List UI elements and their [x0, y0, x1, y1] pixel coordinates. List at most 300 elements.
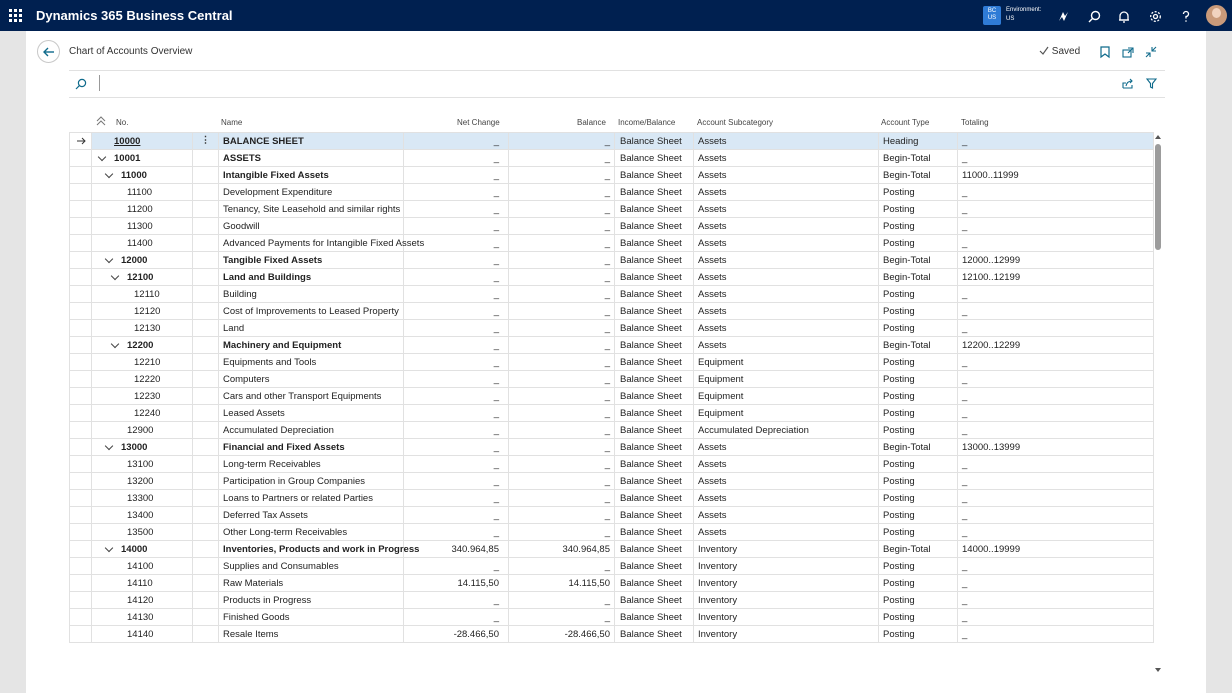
account-number-cell[interactable] — [92, 235, 193, 252]
account-number-cell[interactable] — [92, 592, 193, 609]
account-number[interactable]: 10001 — [114, 153, 141, 164]
income-balance-value: Balance Sheet — [615, 507, 694, 524]
table-row[interactable] — [70, 388, 1154, 405]
net-change-value[interactable]: _ — [404, 184, 509, 201]
balance-value[interactable]: _ — [509, 133, 615, 150]
environment-badge[interactable]: BC US — [983, 6, 1001, 25]
balance-value[interactable]: _ — [509, 490, 615, 507]
account-name[interactable]: Participation in Group Companies — [219, 473, 404, 490]
net-change-value[interactable]: _ — [404, 167, 509, 184]
account-number[interactable]: 11300 — [127, 221, 153, 232]
account-number-cell[interactable] — [92, 626, 193, 643]
collapse-chevron-icon[interactable] — [112, 341, 118, 352]
table-row[interactable] — [70, 473, 1154, 490]
balance-value[interactable]: -28.466,50 — [509, 626, 615, 643]
collapse-chevron-icon[interactable] — [99, 154, 105, 165]
account-name[interactable]: ASSETS — [219, 150, 404, 167]
row-selector[interactable] — [70, 626, 92, 643]
account-name[interactable]: BALANCE SHEET — [219, 133, 404, 150]
totaling-value: _ — [958, 558, 1154, 575]
row-actions-cell[interactable] — [193, 558, 219, 575]
account-number[interactable]: 10000 — [114, 136, 141, 147]
table-row[interactable] — [70, 303, 1154, 320]
account-name[interactable]: Computers — [219, 371, 404, 388]
account-number[interactable]: 12100 — [127, 272, 154, 283]
row-selector[interactable] — [70, 337, 92, 354]
net-change-value[interactable]: _ — [404, 524, 509, 541]
row-actions-cell[interactable] — [193, 490, 219, 507]
net-change-value[interactable]: _ — [404, 354, 509, 371]
account-number-cell[interactable] — [92, 320, 193, 337]
table-row[interactable] — [70, 150, 1154, 167]
table-row[interactable] — [70, 286, 1154, 303]
row-actions-cell[interactable] — [193, 337, 219, 354]
table-row[interactable] — [70, 422, 1154, 439]
row-actions-cell[interactable] — [193, 507, 219, 524]
account-name[interactable]: Financial and Fixed Assets — [219, 439, 404, 456]
table-row[interactable] — [70, 592, 1154, 609]
row-selector[interactable] — [70, 133, 92, 150]
net-change-value[interactable]: _ — [404, 150, 509, 167]
row-selector[interactable] — [70, 388, 92, 405]
table-row[interactable] — [70, 575, 1154, 592]
balance-value[interactable]: _ — [509, 473, 615, 490]
net-change-value[interactable]: _ — [404, 456, 509, 473]
account-number-cell[interactable] — [92, 524, 193, 541]
account-number[interactable]: 13400 — [127, 510, 154, 521]
balance-value[interactable]: _ — [509, 371, 615, 388]
income-balance-value: Balance Sheet — [615, 252, 694, 269]
account-number-cell[interactable] — [92, 337, 193, 354]
row-selector[interactable] — [70, 405, 92, 422]
account-name[interactable]: Equipments and Tools — [219, 354, 404, 371]
collapse-chevron-icon[interactable] — [106, 545, 112, 556]
table-row[interactable] — [70, 269, 1154, 286]
account-name[interactable]: Long-term Receivables — [219, 456, 404, 473]
row-actions-cell[interactable] — [193, 541, 219, 558]
scrollbar-thumb[interactable] — [1155, 144, 1161, 250]
row-selector[interactable] — [70, 558, 92, 575]
table-row[interactable] — [70, 609, 1154, 626]
account-number-cell[interactable] — [92, 303, 193, 320]
balance-value[interactable]: _ — [509, 422, 615, 439]
net-change-value[interactable]: _ — [404, 371, 509, 388]
row-selector[interactable] — [70, 541, 92, 558]
account-number[interactable]: 13300 — [127, 493, 154, 504]
account-name[interactable]: Finished Goods — [219, 609, 404, 626]
income-balance-value: Balance Sheet — [615, 184, 694, 201]
table-row[interactable] — [70, 337, 1154, 354]
net-change-value[interactable]: _ — [404, 388, 509, 405]
totaling-value[interactable]: 13000..13999 — [958, 439, 1154, 456]
search-input[interactable] — [99, 75, 100, 91]
account-name[interactable]: Accumulated Depreciation — [219, 422, 404, 439]
net-change-value[interactable]: _ — [404, 558, 509, 575]
vertical-scrollbar[interactable] — [1153, 132, 1163, 678]
row-actions-cell[interactable] — [193, 252, 219, 269]
row-actions-cell[interactable] — [193, 422, 219, 439]
row-actions-cell[interactable] — [193, 150, 219, 167]
net-change-value[interactable]: 340.964,85 — [404, 541, 509, 558]
account-number-cell[interactable] — [92, 269, 193, 286]
table-row[interactable] — [70, 507, 1154, 524]
net-change-value[interactable]: _ — [404, 405, 509, 422]
copilot-icon[interactable] — [1053, 6, 1073, 26]
table-row[interactable] — [70, 405, 1154, 422]
row-actions-cell[interactable] — [193, 388, 219, 405]
row-selector[interactable] — [70, 422, 92, 439]
account-name[interactable]: Supplies and Consumables — [219, 558, 404, 575]
balance-value[interactable]: _ — [509, 184, 615, 201]
account-name[interactable]: Cost of Improvements to Leased Property — [219, 303, 404, 320]
net-change-value[interactable]: _ — [404, 235, 509, 252]
collapse-chevron-icon[interactable] — [112, 273, 118, 284]
save-status — [1039, 46, 1080, 57]
balance-value[interactable]: 340.964,85 — [509, 541, 615, 558]
account-number-cell[interactable] — [92, 354, 193, 371]
table-row[interactable] — [70, 235, 1154, 252]
account-type-value: Posting — [879, 235, 958, 252]
column-header-balance[interactable]: Balance — [577, 118, 606, 127]
balance-value[interactable]: _ — [509, 150, 615, 167]
account-subcategory-value: Inventory — [694, 592, 879, 609]
totaling-value[interactable]: 12200..12299 — [958, 337, 1154, 354]
row-selector[interactable] — [70, 252, 92, 269]
row-selector[interactable] — [70, 371, 92, 388]
balance-value[interactable]: _ — [509, 354, 615, 371]
row-actions-cell[interactable] — [193, 133, 219, 150]
net-change-value[interactable]: _ — [404, 490, 509, 507]
net-change-value[interactable]: _ — [404, 218, 509, 235]
row-selector[interactable] — [70, 354, 92, 371]
balance-value[interactable]: _ — [509, 337, 615, 354]
row-actions-cell[interactable] — [193, 201, 219, 218]
row-selector[interactable] — [70, 303, 92, 320]
row-selector[interactable] — [70, 456, 92, 473]
share-icon[interactable] — [1121, 76, 1135, 90]
account-number-cell[interactable] — [92, 184, 193, 201]
account-number[interactable]: 14120 — [127, 595, 154, 606]
totaling-value[interactable]: 12000..12999 — [958, 252, 1154, 269]
net-change-value[interactable]: _ — [404, 507, 509, 524]
net-change-value[interactable]: _ — [404, 133, 509, 150]
row-selector[interactable] — [70, 439, 92, 456]
net-change-value[interactable]: -28.466,50 — [404, 626, 509, 643]
balance-value[interactable]: _ — [509, 252, 615, 269]
account-number[interactable]: 12120 — [134, 306, 161, 317]
row-selector[interactable] — [70, 524, 92, 541]
scroll-up-icon[interactable] — [1154, 134, 1162, 140]
totaling-value[interactable]: 14000..19999 — [958, 541, 1154, 558]
account-number-cell[interactable] — [92, 133, 193, 150]
account-number-cell[interactable] — [92, 473, 193, 490]
account-number-cell[interactable] — [92, 150, 193, 167]
column-header-account-type[interactable]: Account Type — [881, 118, 930, 127]
account-type-value: Posting — [879, 456, 958, 473]
account-number-cell[interactable] — [92, 201, 193, 218]
account-number[interactable]: 14000 — [121, 544, 148, 555]
app-launcher-icon[interactable] — [9, 9, 22, 22]
row-actions-cell[interactable] — [193, 371, 219, 388]
account-name[interactable]: Leased Assets — [219, 405, 404, 422]
table-row[interactable] — [70, 167, 1154, 184]
account-number[interactable]: 12900 — [127, 425, 154, 436]
account-number[interactable]: 12210 — [134, 357, 161, 368]
bell-icon[interactable] — [1114, 6, 1134, 26]
account-name[interactable]: Advanced Payments for Intangible Fixed Assets — [219, 235, 404, 252]
account-number[interactable]: 14100 — [127, 561, 154, 572]
row-selector[interactable] — [70, 473, 92, 490]
table-row[interactable] — [70, 320, 1154, 337]
account-number-cell[interactable] — [92, 218, 193, 235]
net-change-value[interactable]: _ — [404, 592, 509, 609]
account-name[interactable]: Land — [219, 320, 404, 337]
row-selector[interactable] — [70, 507, 92, 524]
net-change-value[interactable]: _ — [404, 269, 509, 286]
account-number[interactable]: 11000 — [121, 170, 147, 181]
balance-value[interactable]: _ — [509, 388, 615, 405]
account-name[interactable]: Products in Progress — [219, 592, 404, 609]
row-actions-cell[interactable] — [193, 320, 219, 337]
account-number[interactable]: 13000 — [121, 442, 148, 453]
balance-value[interactable]: _ — [509, 269, 615, 286]
column-header-account-subcategory[interactable]: Account Subcategory — [697, 118, 774, 127]
account-name[interactable]: Cars and other Transport Equipments — [219, 388, 404, 405]
row-actions-cell[interactable] — [193, 456, 219, 473]
balance-value[interactable]: _ — [509, 592, 615, 609]
balance-value[interactable]: _ — [509, 439, 615, 456]
column-header-name[interactable]: Name — [221, 118, 243, 127]
account-number[interactable]: 13200 — [127, 476, 154, 487]
account-number[interactable]: 12130 — [134, 323, 161, 334]
account-number[interactable]: 12220 — [134, 374, 161, 385]
row-actions-cell[interactable] — [193, 235, 219, 252]
account-number-cell[interactable] — [92, 405, 193, 422]
row-actions-cell[interactable] — [193, 303, 219, 320]
account-number[interactable]: 12110 — [134, 289, 160, 300]
row-actions-cell[interactable] — [193, 609, 219, 626]
account-name[interactable]: Deferred Tax Assets — [219, 507, 404, 524]
account-number[interactable]: 14140 — [127, 629, 154, 640]
account-number-cell[interactable] — [92, 575, 193, 592]
column-header-totaling[interactable]: Totaling — [961, 118, 989, 127]
column-header-income-balance[interactable]: Income/Balance — [618, 118, 676, 127]
row-actions-cell[interactable] — [193, 269, 219, 286]
row-selector[interactable] — [70, 609, 92, 626]
table-row[interactable] — [70, 524, 1154, 541]
user-avatar[interactable] — [1206, 5, 1227, 26]
row-selector[interactable] — [70, 575, 92, 592]
account-name[interactable]: Tangible Fixed Assets — [219, 252, 404, 269]
collapse-chevron-icon[interactable] — [106, 256, 112, 267]
table-row[interactable] — [70, 456, 1154, 473]
row-selector[interactable] — [70, 150, 92, 167]
column-header-no[interactable]: No. — [116, 118, 129, 127]
app-title[interactable]: Dynamics 365 Business Central — [36, 8, 233, 23]
help-icon[interactable] — [1176, 6, 1196, 26]
balance-value[interactable]: _ — [509, 286, 615, 303]
account-number-cell[interactable] — [92, 490, 193, 507]
account-number[interactable]: 14130 — [127, 612, 154, 623]
row-selector[interactable] — [70, 592, 92, 609]
table-row[interactable] — [70, 558, 1154, 575]
balance-value[interactable]: _ — [509, 320, 615, 337]
account-number[interactable]: 12230 — [134, 391, 161, 402]
net-change-value[interactable]: _ — [404, 609, 509, 626]
account-number-cell[interactable] — [92, 286, 193, 303]
balance-value[interactable]: _ — [509, 456, 615, 473]
account-number[interactable]: 11200 — [127, 204, 153, 215]
filter-icon[interactable] — [1144, 76, 1158, 90]
row-actions-cell[interactable] — [193, 592, 219, 609]
net-change-value[interactable]: _ — [404, 252, 509, 269]
balance-value[interactable]: _ — [509, 558, 615, 575]
balance-value[interactable]: _ — [509, 218, 615, 235]
account-number[interactable]: 11100 — [127, 187, 153, 198]
balance-value[interactable]: _ — [509, 303, 615, 320]
balance-value[interactable]: _ — [509, 235, 615, 252]
account-subcategory-value: Assets — [694, 439, 879, 456]
account-number-cell[interactable] — [92, 609, 193, 626]
account-name[interactable]: Tenancy, Site Leasehold and similar rights — [219, 201, 404, 218]
row-actions-cell[interactable] — [193, 439, 219, 456]
table-row[interactable] — [70, 218, 1154, 235]
account-number[interactable]: 12000 — [121, 255, 148, 266]
account-number-cell[interactable] — [92, 558, 193, 575]
row-actions-cell[interactable] — [193, 524, 219, 541]
account-number[interactable]: 14110 — [127, 578, 153, 589]
account-name[interactable]: Resale Items — [219, 626, 404, 643]
balance-value[interactable]: _ — [509, 609, 615, 626]
table-row[interactable] — [70, 490, 1154, 507]
row-selector[interactable] — [70, 490, 92, 507]
net-change-value[interactable]: _ — [404, 473, 509, 490]
account-number[interactable]: 13500 — [127, 527, 154, 538]
account-number-cell[interactable] — [92, 388, 193, 405]
account-number-cell[interactable] — [92, 439, 193, 456]
account-number-cell[interactable] — [92, 422, 193, 439]
table-row[interactable] — [70, 626, 1154, 643]
income-balance-value: Balance Sheet — [615, 473, 694, 490]
table-row[interactable] — [70, 133, 1154, 150]
balance-value[interactable]: _ — [509, 507, 615, 524]
totaling-value[interactable]: 12100..12199 — [958, 269, 1154, 286]
row-selector[interactable] — [70, 235, 92, 252]
account-name[interactable]: Loans to Partners or related Parties — [219, 490, 404, 507]
account-name[interactable]: Inventories, Products and work in Progress — [219, 541, 404, 558]
account-number-cell[interactable] — [92, 252, 193, 269]
table-row[interactable] — [70, 252, 1154, 269]
totaling-value: _ — [958, 184, 1154, 201]
table-row[interactable] — [70, 201, 1154, 218]
account-number-cell[interactable] — [92, 507, 193, 524]
account-name[interactable]: Raw Materials — [219, 575, 404, 592]
account-number[interactable]: 12200 — [127, 340, 154, 351]
net-change-value[interactable]: 14.115,50 — [404, 575, 509, 592]
open-new-window-icon[interactable] — [1121, 45, 1135, 59]
net-change-value[interactable]: _ — [404, 303, 509, 320]
table-row[interactable] — [70, 541, 1154, 558]
row-actions-cell[interactable] — [193, 167, 219, 184]
bookmark-icon[interactable] — [1098, 45, 1112, 59]
balance-value[interactable]: _ — [509, 405, 615, 422]
row-selector[interactable] — [70, 201, 92, 218]
row-actions-cell[interactable] — [193, 184, 219, 201]
balance-value[interactable]: _ — [509, 524, 615, 541]
collapse-chevron-icon[interactable] — [106, 443, 112, 454]
account-number-cell[interactable] — [92, 541, 193, 558]
balance-value[interactable]: _ — [509, 201, 615, 218]
collapse-chevron-icon[interactable] — [106, 171, 112, 182]
row-selector[interactable] — [70, 286, 92, 303]
row-actions-cell[interactable] — [193, 286, 219, 303]
gear-icon[interactable] — [1145, 6, 1165, 26]
totaling-value[interactable]: 11000..11999 — [958, 167, 1154, 184]
account-number-cell[interactable] — [92, 167, 193, 184]
row-selector[interactable] — [70, 269, 92, 286]
row-actions-cell[interactable] — [193, 473, 219, 490]
column-header-net-change[interactable]: Net Change — [457, 118, 500, 127]
account-name[interactable]: Other Long-term Receivables — [219, 524, 404, 541]
account-name[interactable]: Machinery and Equipment — [219, 337, 404, 354]
account-name[interactable]: Development Expenditure — [219, 184, 404, 201]
income-balance-value: Balance Sheet — [615, 371, 694, 388]
net-change-value[interactable]: _ — [404, 320, 509, 337]
balance-value[interactable]: 14.115,50 — [509, 575, 615, 592]
account-number[interactable]: 11400 — [127, 238, 153, 249]
account-name[interactable]: Land and Buildings — [219, 269, 404, 286]
row-actions-cell[interactable] — [193, 575, 219, 592]
account-name[interactable]: Intangible Fixed Assets — [219, 167, 404, 184]
account-number-cell[interactable] — [92, 371, 193, 388]
row-selector[interactable] — [70, 218, 92, 235]
income-balance-value: Balance Sheet — [615, 133, 694, 150]
page-title: Chart of Accounts Overview — [69, 46, 193, 57]
row-actions-cell[interactable] — [193, 218, 219, 235]
search-icon[interactable] — [1084, 6, 1104, 26]
scroll-down-icon[interactable] — [1154, 667, 1162, 673]
net-change-value[interactable]: _ — [404, 201, 509, 218]
table-row[interactable] — [70, 439, 1154, 456]
account-number[interactable]: 12240 — [134, 408, 161, 419]
account-name[interactable]: Goodwill — [219, 218, 404, 235]
account-number-cell[interactable] — [92, 456, 193, 473]
net-change-value[interactable]: _ — [404, 439, 509, 456]
more-options-icon[interactable]: ⋮ — [200, 135, 211, 146]
collapse-all-icon[interactable] — [96, 116, 106, 128]
account-subcategory-value: Assets — [694, 167, 879, 184]
collapse-icon[interactable] — [1144, 45, 1158, 59]
table-row[interactable] — [70, 184, 1154, 201]
row-selector[interactable] — [70, 167, 92, 184]
environment-info[interactable] — [1006, 6, 1041, 24]
row-selector[interactable] — [70, 184, 92, 201]
row-actions-cell[interactable] — [193, 405, 219, 422]
balance-value[interactable]: _ — [509, 167, 615, 184]
net-change-value[interactable]: _ — [404, 286, 509, 303]
back-button[interactable] — [37, 40, 60, 63]
row-actions-cell[interactable] — [193, 626, 219, 643]
list-search-icon[interactable] — [74, 77, 88, 91]
table-row[interactable] — [70, 354, 1154, 371]
row-actions-cell[interactable] — [193, 354, 219, 371]
table-row[interactable] — [70, 371, 1154, 388]
net-change-value[interactable]: _ — [404, 337, 509, 354]
row-selector[interactable] — [70, 320, 92, 337]
account-name[interactable]: Building — [219, 286, 404, 303]
net-change-value[interactable]: _ — [404, 422, 509, 439]
account-number[interactable]: 13100 — [127, 459, 154, 470]
